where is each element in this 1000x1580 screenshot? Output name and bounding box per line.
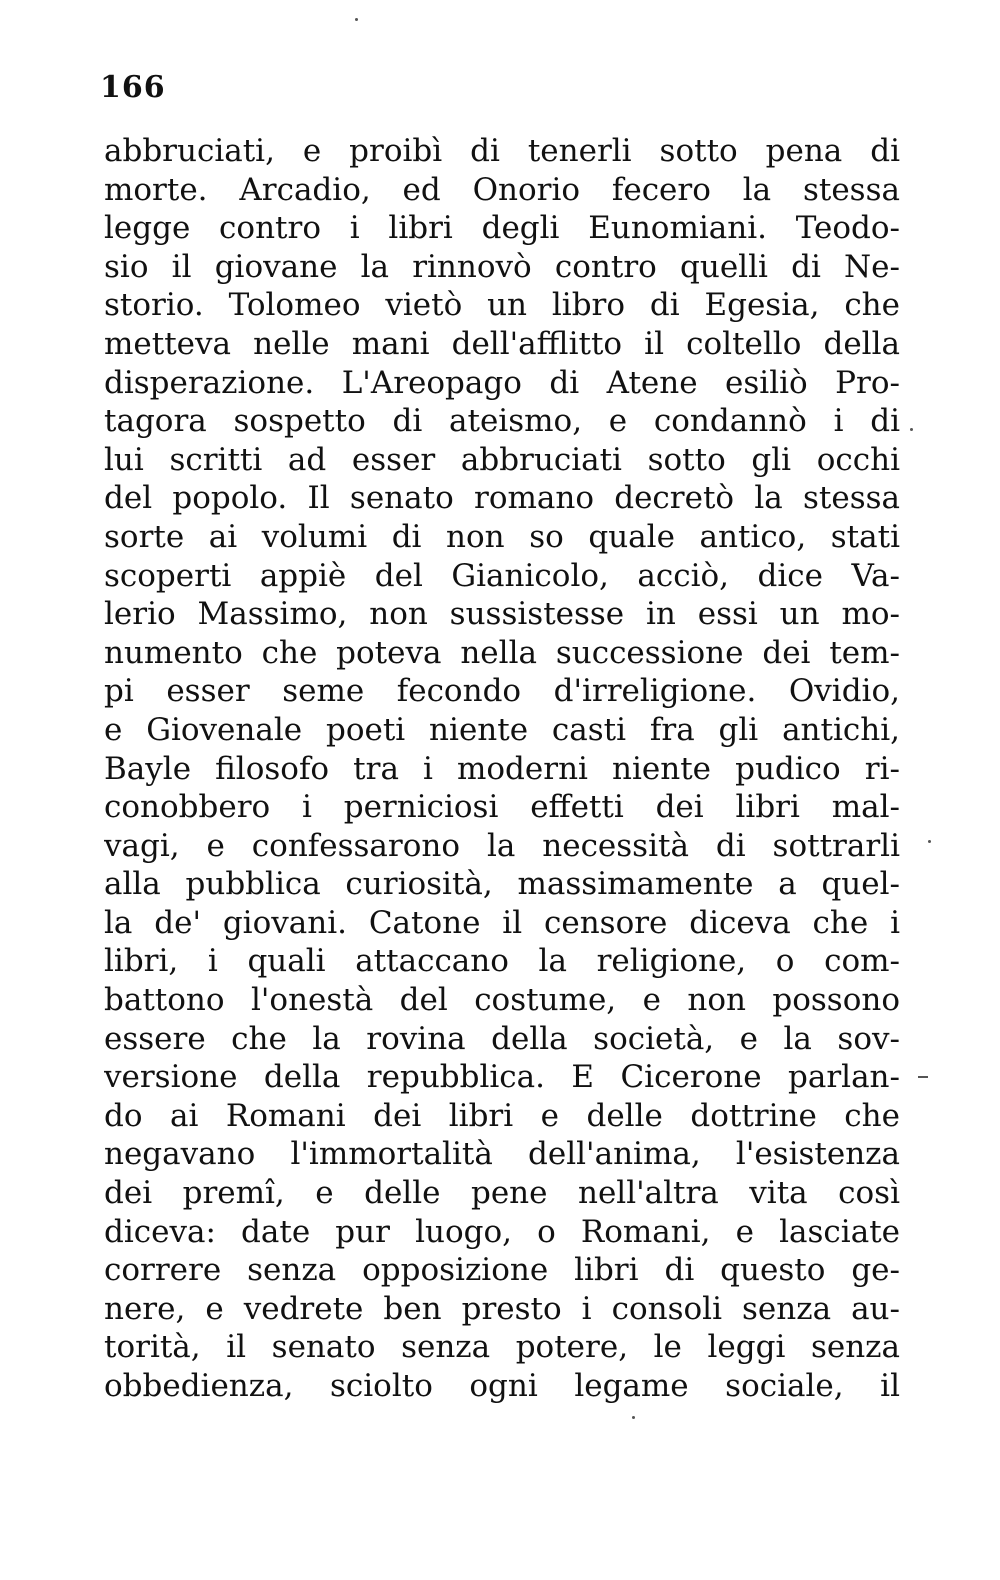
text-line: obbedienza, sciolto ogni legame sociale, il [104, 1368, 900, 1404]
text-line: libri, i quali attaccano la religione, o com- [104, 943, 900, 980]
text-line: negavano l'immortalità dell'anima, l'esistenza [104, 1136, 900, 1173]
text-line: del popolo. Il senato romano decretò la stessa [104, 480, 900, 517]
text-line: la de' giovani. Catone il censore diceva che i [104, 904, 900, 941]
text-line: abbruciati, e proibì di tenerli sotto pena di [104, 133, 900, 169]
text-line: scoperti appiè del Gianicolo, acciò, dice Va- [104, 557, 900, 594]
text-line: lerio Massimo, non sussistesse in essi un mo- [104, 596, 900, 633]
text-line: numento che poteva nella successione dei tem- [104, 634, 900, 671]
scan-speck [928, 840, 931, 843]
page-number: 166 [100, 70, 166, 105]
text-line: correre senza opposizione libri di questo ge- [104, 1252, 900, 1289]
text-line: legge contro i libri degli Eunomiani. Teodo- [104, 210, 900, 247]
scan-speck [910, 428, 913, 431]
text-line: Bayle filosofo tra i moderni niente pudico ri- [104, 750, 900, 787]
text-line: do ai Romani dei libri e delle dottrine che [104, 1097, 900, 1134]
scan-speck [355, 18, 358, 21]
text-line: storio. Tolomeo vietò un libro di Egesia, che [104, 287, 900, 324]
text-line: alla pubblica curiosità, massimamente a quel- [104, 866, 900, 903]
text-line: metteva nelle mani dell'afflitto il coltello della [104, 325, 900, 362]
text-line: morte. Arcadio, ed Onorio fecero la stessa [104, 171, 900, 208]
text-line: diceva: date pur luogo, o Romani, e lasciate [104, 1213, 900, 1250]
scan-speck [632, 1416, 635, 1419]
scan-speck [918, 1076, 928, 1078]
text-line: e Giovenale poeti niente casti fra gli antichi, [104, 711, 900, 748]
text-line: sio il giovane la rinnovò contro quelli di Ne- [104, 248, 900, 285]
text-line: vagi, e confessarono la necessità di sottrarli [104, 827, 900, 864]
text-line: conobbero i perniciosi effetti dei libri mal- [104, 789, 900, 826]
text-line: essere che la rovina della società, e la sov- [104, 1020, 900, 1057]
text-line: tagora sospetto di ateismo, e condannò i di [104, 403, 900, 440]
text-line: torità, il senato senza potere, le leggi senza [104, 1329, 900, 1366]
text-line: sorte ai volumi di non so quale antico, stati [104, 518, 900, 555]
text-line: battono l'onestà del costume, e non possono [104, 982, 900, 1019]
text-line: lui scritti ad esser abbruciati sotto gli occhi [104, 441, 900, 478]
text-line: versione della repubblica. E Cicerone parlan- [104, 1059, 900, 1096]
text-line: dei premî, e delle pene nell'altra vita così [104, 1175, 900, 1212]
text-line: nere, e vedrete ben presto i consoli senza au- [104, 1290, 900, 1327]
text-line: disperazione. L'Areopago di Atene esiliò Pro- [104, 364, 900, 401]
text-line: pi esser seme fecondo d'irreligione. Ovidio, [104, 673, 900, 710]
body-text [104, 132, 900, 1406]
